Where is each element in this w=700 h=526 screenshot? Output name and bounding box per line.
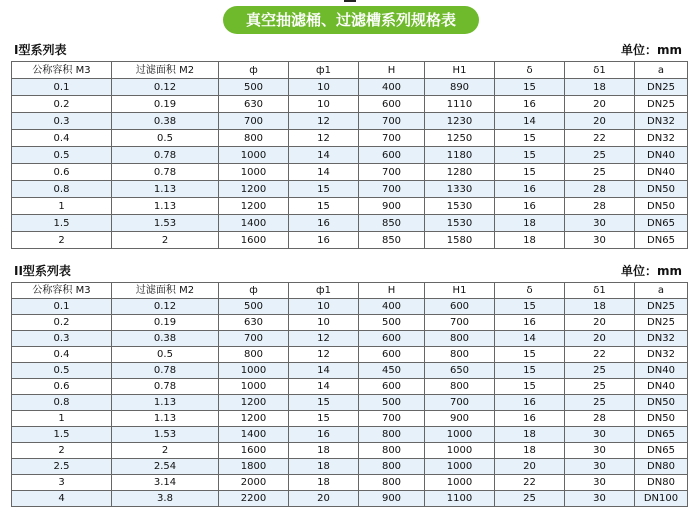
table-cell: 0.5 (12, 363, 112, 379)
table-cell: 0.6 (12, 379, 112, 395)
table-cell: 12 (289, 130, 359, 147)
table-cell: 25 (565, 379, 635, 395)
column-header: 过滤面积 M2 (112, 62, 219, 79)
table-cell: 1000 (425, 427, 495, 443)
table-cell: 30 (565, 443, 635, 459)
table-cell: 2 (112, 443, 219, 459)
table-cell: 0.78 (112, 147, 219, 164)
table-cell: 1.53 (112, 427, 219, 443)
table-cell: 10 (289, 96, 359, 113)
table-cell: 600 (359, 379, 425, 395)
table-row (12, 130, 688, 147)
table-row (12, 198, 688, 215)
table-cell: 800 (219, 130, 289, 147)
table-cell: 700 (219, 113, 289, 130)
table-cell: 0.3 (12, 113, 112, 130)
table-cell: 700 (359, 130, 425, 147)
table-cell: DN50 (635, 411, 688, 427)
table-cell: 15 (495, 164, 565, 181)
table-cell: 0.3 (12, 331, 112, 347)
table-cell: DN32 (635, 113, 688, 130)
table-cell: 15 (495, 299, 565, 315)
table-cell: 1110 (425, 96, 495, 113)
table-cell: 600 (359, 347, 425, 363)
table-row (12, 147, 688, 164)
table-cell: 600 (359, 96, 425, 113)
table-cell: 630 (219, 315, 289, 331)
table-cell: 20 (565, 331, 635, 347)
table-cell: 0.1 (12, 79, 112, 96)
table-cell: 400 (359, 299, 425, 315)
table-cell: DN65 (635, 427, 688, 443)
table-cell: 12 (289, 113, 359, 130)
table-row (12, 475, 688, 491)
table-cell: 1400 (219, 427, 289, 443)
table-cell: DN32 (635, 331, 688, 347)
table-row (12, 164, 688, 181)
table-cell: 1000 (219, 363, 289, 379)
table-cell: 1.5 (12, 427, 112, 443)
table-cell: 14 (289, 164, 359, 181)
table-cell: 16 (495, 181, 565, 198)
table-cell: 1100 (425, 491, 495, 507)
column-header: H (359, 62, 425, 79)
table-cell: 0.2 (12, 315, 112, 331)
column-header: H (359, 283, 425, 299)
table-cell: 700 (359, 164, 425, 181)
table-cell: 16 (289, 427, 359, 443)
table-cell: 20 (565, 96, 635, 113)
table-cell: DN80 (635, 459, 688, 475)
column-header: ф (219, 62, 289, 79)
table-cell: 0.6 (12, 164, 112, 181)
table-cell: 1000 (425, 475, 495, 491)
table-cell: 900 (425, 411, 495, 427)
table-cell: 20 (565, 315, 635, 331)
table-cell: 25 (565, 164, 635, 181)
table-cell: 3.8 (112, 491, 219, 507)
table-cell: 16 (495, 411, 565, 427)
page-title-banner: 真空抽滤桶、过滤槽系列规格表 (223, 6, 479, 34)
table-cell: 1200 (219, 181, 289, 198)
table-cell: 16 (495, 96, 565, 113)
table-cell: 14 (289, 379, 359, 395)
table-cell: 800 (425, 347, 495, 363)
table-cell: 1580 (425, 232, 495, 249)
table-cell: 500 (219, 299, 289, 315)
table-row (12, 299, 688, 315)
table-cell: 1280 (425, 164, 495, 181)
table-cell: 1000 (219, 147, 289, 164)
table-cell: DN40 (635, 379, 688, 395)
column-header: ф1 (289, 283, 359, 299)
table-cell: 14 (289, 363, 359, 379)
table-cell: 0.12 (112, 299, 219, 315)
table-cell: 450 (359, 363, 425, 379)
table-cell: 1000 (425, 443, 495, 459)
table-cell: DN50 (635, 395, 688, 411)
column-header: δ (495, 62, 565, 79)
table-cell: 630 (219, 96, 289, 113)
table-cell: 1230 (425, 113, 495, 130)
table-cell: 700 (425, 395, 495, 411)
table-cell: DN25 (635, 315, 688, 331)
table-cell: 650 (425, 363, 495, 379)
table-cell: 15 (289, 395, 359, 411)
table-cell: 18 (289, 475, 359, 491)
table-cell: 15 (495, 379, 565, 395)
table-cell: 12 (289, 331, 359, 347)
table-cell: 3.14 (112, 475, 219, 491)
table-row (12, 395, 688, 411)
table-cell: DN100 (635, 491, 688, 507)
table-cell: 16 (495, 315, 565, 331)
table-cell: 900 (359, 491, 425, 507)
table-cell: 1 (12, 411, 112, 427)
table-cell: 16 (289, 215, 359, 232)
table-cell: 30 (565, 459, 635, 475)
table-cell: 28 (565, 411, 635, 427)
table-cell: DN65 (635, 215, 688, 232)
table-cell: 30 (565, 491, 635, 507)
table-cell: 28 (565, 181, 635, 198)
spec-table-type-1 (11, 61, 688, 249)
table-row (12, 79, 688, 96)
table-row (12, 427, 688, 443)
table-cell: 18 (565, 79, 635, 96)
table-cell: 800 (359, 475, 425, 491)
table-cell: 14 (495, 331, 565, 347)
column-header: a (635, 283, 688, 299)
table-cell: 1530 (425, 198, 495, 215)
table-cell: 1 (12, 198, 112, 215)
table-cell: 700 (219, 331, 289, 347)
table-cell: 12 (289, 347, 359, 363)
column-header: 公称容积 M3 (12, 283, 112, 299)
table-cell: 25 (565, 363, 635, 379)
table-cell: 15 (495, 147, 565, 164)
table-cell: 1.13 (112, 395, 219, 411)
table-row (12, 363, 688, 379)
table-cell: 2.54 (112, 459, 219, 475)
table-cell: 2 (112, 232, 219, 249)
column-header: 公称容积 M3 (12, 62, 112, 79)
table-cell: 1180 (425, 147, 495, 164)
table-row (12, 96, 688, 113)
table-cell: DN50 (635, 181, 688, 198)
column-header: ф1 (289, 62, 359, 79)
table-cell: 700 (425, 315, 495, 331)
table-cell: 700 (359, 113, 425, 130)
table-row (12, 181, 688, 198)
table-cell: 0.5 (112, 347, 219, 363)
table-cell: 500 (359, 395, 425, 411)
table-cell: 2.5 (12, 459, 112, 475)
table-cell: 700 (359, 181, 425, 198)
table-cell: DN40 (635, 147, 688, 164)
table-cell: 22 (495, 475, 565, 491)
table-cell: 1.13 (112, 198, 219, 215)
column-header: H1 (425, 283, 495, 299)
table-cell: DN80 (635, 475, 688, 491)
table-row (12, 215, 688, 232)
table-cell: 600 (425, 299, 495, 315)
table1-title: I型系列表 (14, 43, 67, 57)
table-row (12, 411, 688, 427)
table-cell: DN40 (635, 164, 688, 181)
table-cell: 1600 (219, 232, 289, 249)
table-cell: 800 (425, 331, 495, 347)
top-divider-mark (344, 0, 356, 2)
table-cell: 20 (565, 113, 635, 130)
table-cell: 0.38 (112, 113, 219, 130)
table-cell: 28 (565, 198, 635, 215)
table-cell: 1400 (219, 215, 289, 232)
table-cell: 15 (289, 198, 359, 215)
table-row (12, 331, 688, 347)
table-row (12, 315, 688, 331)
table-row (12, 232, 688, 249)
table-cell: 0.5 (12, 147, 112, 164)
table-cell: 16 (495, 198, 565, 215)
table-cell: 1530 (425, 215, 495, 232)
table-cell: DN25 (635, 96, 688, 113)
table2-unit: 单位：mm (620, 264, 682, 278)
table-cell: 16 (495, 395, 565, 411)
table-cell: 10 (289, 79, 359, 96)
table-cell: 1600 (219, 443, 289, 459)
table-cell: 0.78 (112, 164, 219, 181)
table-cell: 600 (359, 147, 425, 164)
table2-title: II型系列表 (14, 264, 71, 278)
table-header-row (12, 62, 688, 79)
table-cell: 15 (495, 130, 565, 147)
table-cell: 25 (565, 395, 635, 411)
table-cell: 16 (289, 232, 359, 249)
table-cell: 15 (289, 181, 359, 198)
table-cell: 1000 (425, 459, 495, 475)
table-cell: 0.78 (112, 379, 219, 395)
table-cell: DN25 (635, 79, 688, 96)
column-header: 过滤面积 M2 (112, 283, 219, 299)
table-cell: 0.1 (12, 299, 112, 315)
table-row (12, 379, 688, 395)
column-header: ф (219, 283, 289, 299)
table-cell: 14 (289, 147, 359, 164)
spec-table-type-2 (11, 282, 688, 507)
table-cell: 4 (12, 491, 112, 507)
table-cell: 0.8 (12, 181, 112, 198)
table-cell: 1000 (219, 379, 289, 395)
table-cell: 15 (495, 347, 565, 363)
table-cell: 20 (289, 491, 359, 507)
table-cell: DN32 (635, 130, 688, 147)
table-cell: 400 (359, 79, 425, 96)
table-cell: 18 (289, 443, 359, 459)
table-cell: 20 (495, 459, 565, 475)
table-cell: 800 (219, 347, 289, 363)
table-cell: 1.5 (12, 215, 112, 232)
table-cell: 500 (359, 315, 425, 331)
table-cell: 30 (565, 427, 635, 443)
table-cell: 0.2 (12, 96, 112, 113)
table-cell: 0.38 (112, 331, 219, 347)
table-row (12, 347, 688, 363)
table-cell: 1250 (425, 130, 495, 147)
table-row (12, 113, 688, 130)
column-header: δ (495, 283, 565, 299)
table-cell: 22 (565, 130, 635, 147)
table-cell: 15 (289, 411, 359, 427)
table-cell: DN40 (635, 363, 688, 379)
table-cell: 1000 (219, 164, 289, 181)
table-cell: 800 (359, 443, 425, 459)
table-cell: 1800 (219, 459, 289, 475)
table-cell: 1200 (219, 198, 289, 215)
table-cell: 0.4 (12, 347, 112, 363)
table-cell: 0.8 (12, 395, 112, 411)
table-cell: 15 (495, 79, 565, 96)
table-cell: 700 (359, 411, 425, 427)
table-cell: 18 (495, 215, 565, 232)
column-header: H1 (425, 62, 495, 79)
table-cell: 1200 (219, 411, 289, 427)
table-cell: 30 (565, 475, 635, 491)
table-cell: 22 (565, 347, 635, 363)
table-cell: 25 (565, 147, 635, 164)
table-cell: 2200 (219, 491, 289, 507)
table-cell: 14 (495, 113, 565, 130)
table-cell: 0.5 (112, 130, 219, 147)
table-cell: 10 (289, 299, 359, 315)
table-cell: 0.78 (112, 363, 219, 379)
table-cell: 890 (425, 79, 495, 96)
table-header-row (12, 283, 688, 299)
table-cell: 900 (359, 198, 425, 215)
column-header: a (635, 62, 688, 79)
table-cell: 800 (359, 459, 425, 475)
table-cell: 1330 (425, 181, 495, 198)
table-cell: 10 (289, 315, 359, 331)
table-cell: DN65 (635, 443, 688, 459)
table-cell: 2 (12, 232, 112, 249)
table-cell: 0.12 (112, 79, 219, 96)
table-cell: 500 (219, 79, 289, 96)
table-cell: 1.13 (112, 181, 219, 198)
table-cell: DN25 (635, 299, 688, 315)
table-cell: 18 (495, 232, 565, 249)
table-cell: 18 (495, 427, 565, 443)
table-cell: 600 (359, 331, 425, 347)
table-cell: 800 (425, 379, 495, 395)
table-cell: 18 (289, 459, 359, 475)
table-cell: 850 (359, 232, 425, 249)
table-cell: 18 (565, 299, 635, 315)
table-cell: 0.19 (112, 96, 219, 113)
table-cell: 25 (495, 491, 565, 507)
table-cell: DN32 (635, 347, 688, 363)
table-row (12, 459, 688, 475)
table-cell: 15 (495, 363, 565, 379)
table-cell: 2000 (219, 475, 289, 491)
column-header: δ1 (565, 283, 635, 299)
table-cell: 0.19 (112, 315, 219, 331)
table-cell: 850 (359, 215, 425, 232)
table-cell: 18 (495, 443, 565, 459)
table-cell: 3 (12, 475, 112, 491)
table1-unit: 单位：mm (620, 43, 682, 57)
table-cell: 2 (12, 443, 112, 459)
table-cell: 30 (565, 215, 635, 232)
table-cell: 1.13 (112, 411, 219, 427)
table-row (12, 443, 688, 459)
column-header: δ1 (565, 62, 635, 79)
table-cell: 30 (565, 232, 635, 249)
table-row (12, 491, 688, 507)
table-cell: 1200 (219, 395, 289, 411)
table-cell: 0.4 (12, 130, 112, 147)
table-cell: DN50 (635, 198, 688, 215)
table-cell: DN65 (635, 232, 688, 249)
table-cell: 1.53 (112, 215, 219, 232)
table-cell: 800 (359, 427, 425, 443)
